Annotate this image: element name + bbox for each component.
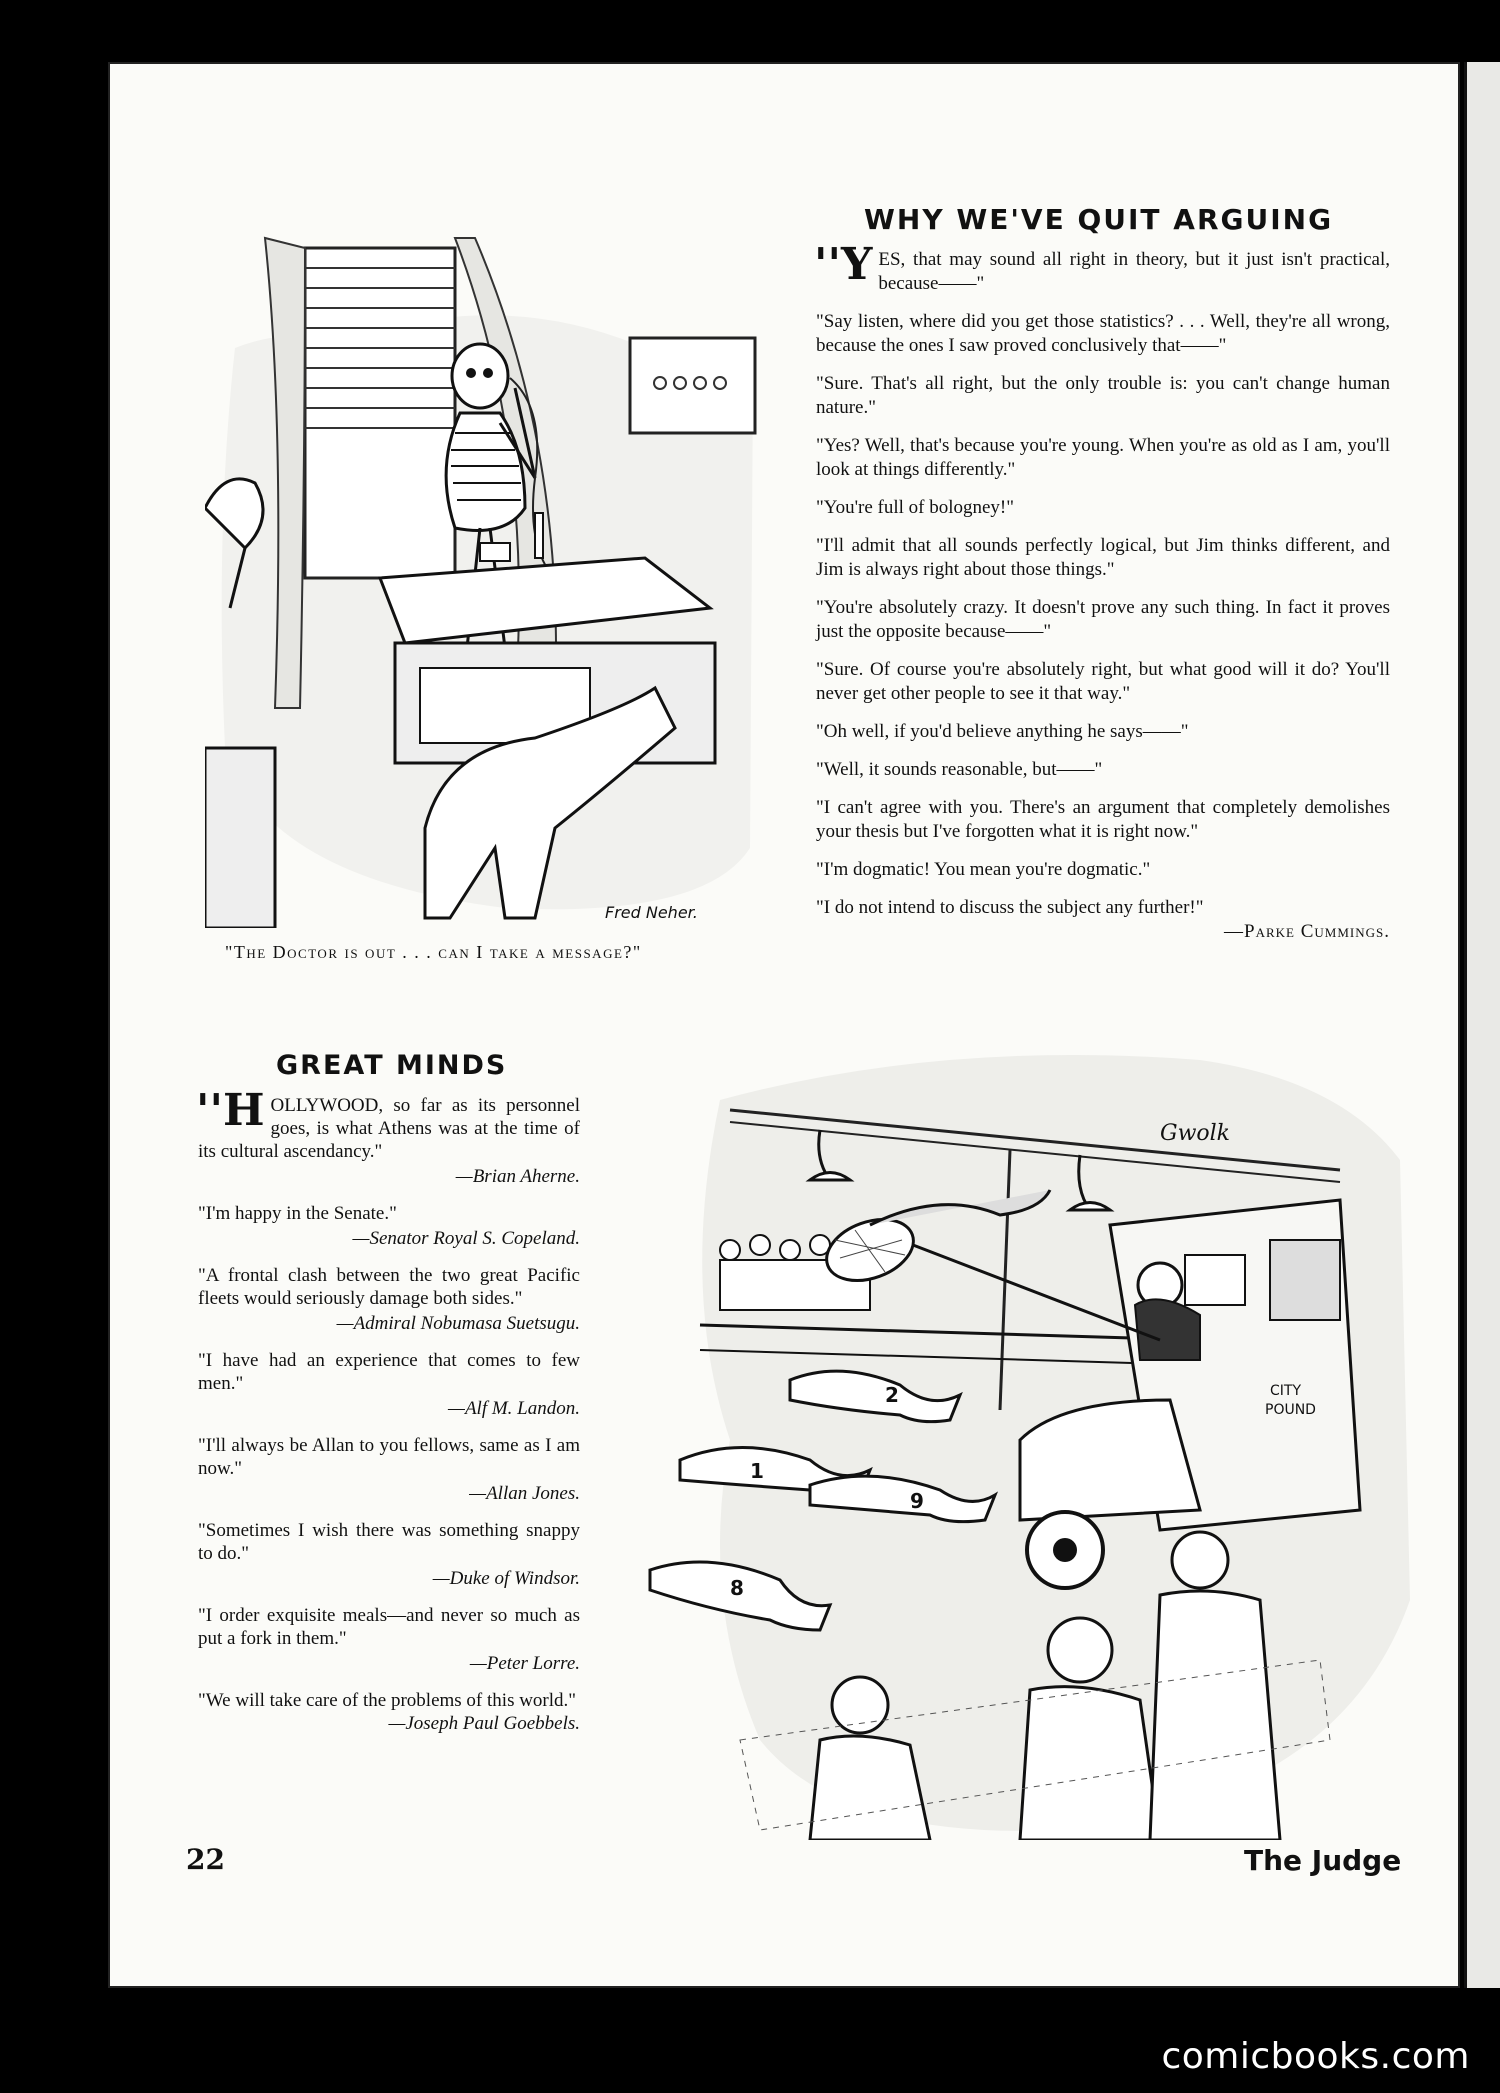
quote-attribution: —Senator Royal S. Copeland. xyxy=(352,1228,580,1249)
article-arguing-body xyxy=(814,239,1390,958)
cartoon1-caption: "The Doctor is out . . . can I take a message?" xyxy=(225,942,642,962)
truck-label-city: CITY xyxy=(1270,1383,1302,1399)
article-great-minds-body xyxy=(196,1085,580,1749)
cartoon2-signature: Gwolk xyxy=(1160,1121,1231,1146)
quote: "Sometimes I wish there was something snappy to do." xyxy=(198,1520,580,1564)
dog-number: 1 xyxy=(750,1459,764,1483)
quote-attribution: —Admiral Nobumasa Suetsugu. xyxy=(336,1313,580,1334)
quote: "A frontal clash between the two great Pacific fleets would seriously damage both sides." xyxy=(198,1265,580,1309)
quote: "I'll always be Allan to you fellows, same as I am now." xyxy=(198,1435,580,1479)
quote-attribution: —Allan Jones. xyxy=(469,1483,580,1504)
arguing-paragraph: "Say listen, where did you get those statistics? . . . Well, they're all wrong, because the ones I saw proved conclusively that——" xyxy=(816,311,1390,356)
quote-attribution: —Peter Lorre. xyxy=(469,1653,580,1674)
drop-cap: ''H xyxy=(196,1085,265,1136)
article-title-arguing: WHY WE'VE QUIT ARGUING xyxy=(864,203,1334,236)
quote-attribution: —Alf M. Landon. xyxy=(448,1398,580,1419)
arguing-paragraph: "I'm dogmatic! You mean you're dogmatic." xyxy=(816,859,1151,880)
arguing-paragraph: "I can't agree with you. There's an argument that completely demolishes your thesis but I've forgotten what it is right now." xyxy=(816,797,1390,842)
quote: "I order exquisite meals—and never so much as put a fork in them." xyxy=(198,1605,580,1649)
quote: "We will take care of the problems of this world." xyxy=(198,1690,577,1711)
dog-number: 8 xyxy=(730,1576,744,1600)
arguing-paragraph: "You're absolutely crazy. It doesn't prove any such thing. In fact it proves just the opposite because——" xyxy=(816,597,1390,642)
arguing-author: —Parke Cummings. xyxy=(1224,921,1390,942)
arguing-paragraph: "Oh well, if you'd believe anything he says——" xyxy=(816,721,1189,742)
page-spine xyxy=(1464,62,1500,1988)
arguing-paragraph: "Yes? Well, that's because you're young. When you're as old as I am, you'll look at things differently." xyxy=(816,435,1390,480)
dog-number: 9 xyxy=(910,1489,924,1513)
arguing-paragraph: "Well, it sounds reasonable, but——" xyxy=(816,759,1103,780)
dog-number: 2 xyxy=(885,1383,899,1407)
cartoon1-signature: Fred Neher. xyxy=(605,903,698,922)
quote-attribution: —Joseph Paul Goebbels. xyxy=(388,1713,580,1734)
quote: "I'm happy in the Senate." xyxy=(198,1203,397,1224)
quote: ''H OLLYWOOD, so far as its personnel goes, is what Athens was at the time of its cultural ascendancy." xyxy=(196,1085,580,1162)
quote-attribution: —Brian Aherne. xyxy=(455,1166,580,1187)
drop-cap: ''Y xyxy=(814,239,873,290)
arguing-paragraph: "You're full of bologney!" xyxy=(816,497,1015,518)
truck-label-pound: POUND xyxy=(1265,1402,1316,1418)
arguing-paragraph: "I do not intend to discuss the subject any further!" xyxy=(816,897,1204,918)
quote-attribution: —Duke of Windsor. xyxy=(432,1568,580,1589)
watermark: comicbooks.com xyxy=(1161,2036,1470,2077)
quote: "I have had an experience that comes to few men." xyxy=(198,1350,580,1394)
article-title-great-minds: GREAT MINDS xyxy=(276,1050,508,1081)
cartoon-skeleton-doctor xyxy=(205,228,765,928)
arguing-paragraph: "Sure. That's all right, but the only trouble is: you can't change human nature." xyxy=(816,373,1390,418)
magazine-title: The Judge xyxy=(1244,1844,1402,1877)
cartoon-dog-track xyxy=(640,1040,1420,1840)
arguing-paragraph: "Sure. Of course you're absolutely right, but what good will it do? You'll never get other people to see it that way." xyxy=(816,659,1390,704)
page-number: 22 xyxy=(186,1843,225,1876)
arguing-paragraph: ''Y ES, that may sound all right in theory, but it just isn't practical, because——" xyxy=(814,239,1390,294)
arguing-paragraph: "I'll admit that all sounds perfectly logical, but Jim thinks different, and Jim is always right about those things." xyxy=(816,535,1390,580)
